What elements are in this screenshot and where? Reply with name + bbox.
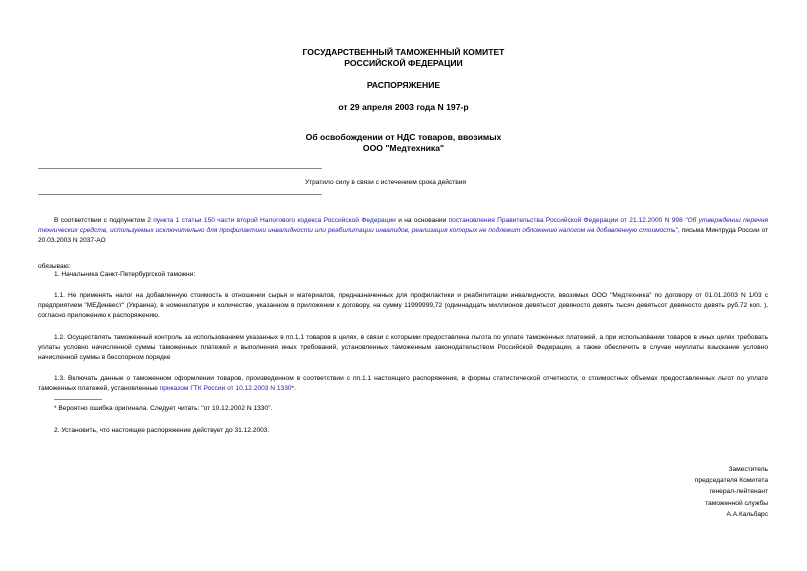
signature-name: А.А.Кальбарс bbox=[726, 510, 768, 518]
preamble-text-2: и на основании bbox=[395, 217, 449, 224]
divider-bottom bbox=[38, 194, 322, 195]
link-tax-code[interactable]: пункта 1 статьи 150 части второй Налогового кодекса Российской Федерации bbox=[153, 217, 396, 224]
doc-title-line-1: Об освобождении от НДС товаров, ввозимых bbox=[305, 132, 502, 142]
divider-top bbox=[38, 168, 322, 169]
signature-line-1: Заместитель bbox=[728, 466, 768, 473]
link-gtk-order[interactable]: приказом ГТК России от 10.12.2003 N 1330 bbox=[159, 385, 292, 392]
item-2: 2. Установить, что настоящее распоряжение действует до 31.12.2003. bbox=[54, 427, 270, 434]
item-1-3-text-2: *. bbox=[291, 385, 296, 392]
org-line-1: ГОСУДАРСТВЕННЫЙ ТАМОЖЕННЫЙ КОМИТЕТ bbox=[302, 47, 505, 57]
signature-line-2: председателя Комитета bbox=[694, 477, 768, 485]
item-1-1: 1.1. Не применять налог на добавленную стоимость в отношении сырья и материалов, предназначенных для профилактики и реабилитации инвалидности, ввозимых ООО "Медтехника" по договору от 01.01.2003 N 1/03 с предприятием "МЕДинвест" (Украина), в номенклатуре и количестве, указанном в приложении к договору, на сумму 11999999,72 (одиннадцать миллионов девятьсот девяносто девять тысяч девятьсот девяносто девять руб.72 коп. ), согласно приложению к распоряжению. bbox=[38, 292, 768, 319]
item-1-2: 1.2. Осуществлять таможенный контроль за использованием указанных в пп.1.1 товаров в целях, в связи с которыми предоставлена льгота по уплате таможенных платежей, а при использовании товаров в иных целях требовать уплаты условно начисленной суммы таможенных платежей и выполнения иных требований, установленных таможенным законодательством Российской Федерации, а также обеспечить в случае неуплаты взыскание условно начисленной суммы в бесспорном порядке bbox=[38, 334, 768, 361]
doc-title-line-2: ООО "Медтехника" bbox=[362, 143, 445, 153]
item-1-3-text-1: 1.3. Включать данные о таможенном оформлении товаров, произведенном в соответствии с пп.1.1 настоящего распоряжения, в формы статистической отчетности, о стоимостных объемах предоставленных льгот по уплате таможенных платежей, установленные bbox=[38, 375, 768, 392]
obligate-text: обязываю: bbox=[38, 263, 71, 270]
link-government-decree[interactable]: постановления Правительства Российской Федерации от 21.12.2000 N 998 bbox=[448, 217, 683, 224]
link-decree-title[interactable]: "Об утверждении перечня технических средств, используемых исключительно для профилактики инвалидности или реабилитации инвалидов, реализация которых не подлежит обложению налогом на добавленную стоимость" bbox=[38, 217, 768, 234]
preamble-text-1: В соответствии с подпунктом 2 bbox=[54, 217, 154, 224]
preamble-text-3: , письма Минтруда России от 20.03.2003 N 2037-АО bbox=[38, 227, 768, 244]
doc-type: РАСПОРЯЖЕНИЕ bbox=[366, 80, 441, 90]
footnote-divider bbox=[54, 399, 102, 400]
item-1: 1. Начальника Санкт-Петербургской таможни: bbox=[54, 271, 196, 278]
item-1-3 bbox=[38, 374, 768, 394]
signature-line-3: генерал-лейтенант bbox=[709, 488, 768, 496]
signature-block bbox=[568, 464, 768, 520]
status-note: Утратило силу в связи с истечением срока действия bbox=[304, 179, 466, 186]
preamble-paragraph bbox=[38, 216, 768, 246]
footnote: * Вероятно ошибка оригинала. Следует читать: "от 10.12.2002 N 1330". bbox=[54, 405, 273, 412]
signature-line-4: таможенной службы bbox=[705, 499, 768, 507]
doc-date-number: от 29 апреля 2003 года N 197-р bbox=[338, 102, 469, 112]
org-line-2: РОССИЙСКОЙ ФЕДЕРАЦИИ bbox=[344, 58, 463, 68]
